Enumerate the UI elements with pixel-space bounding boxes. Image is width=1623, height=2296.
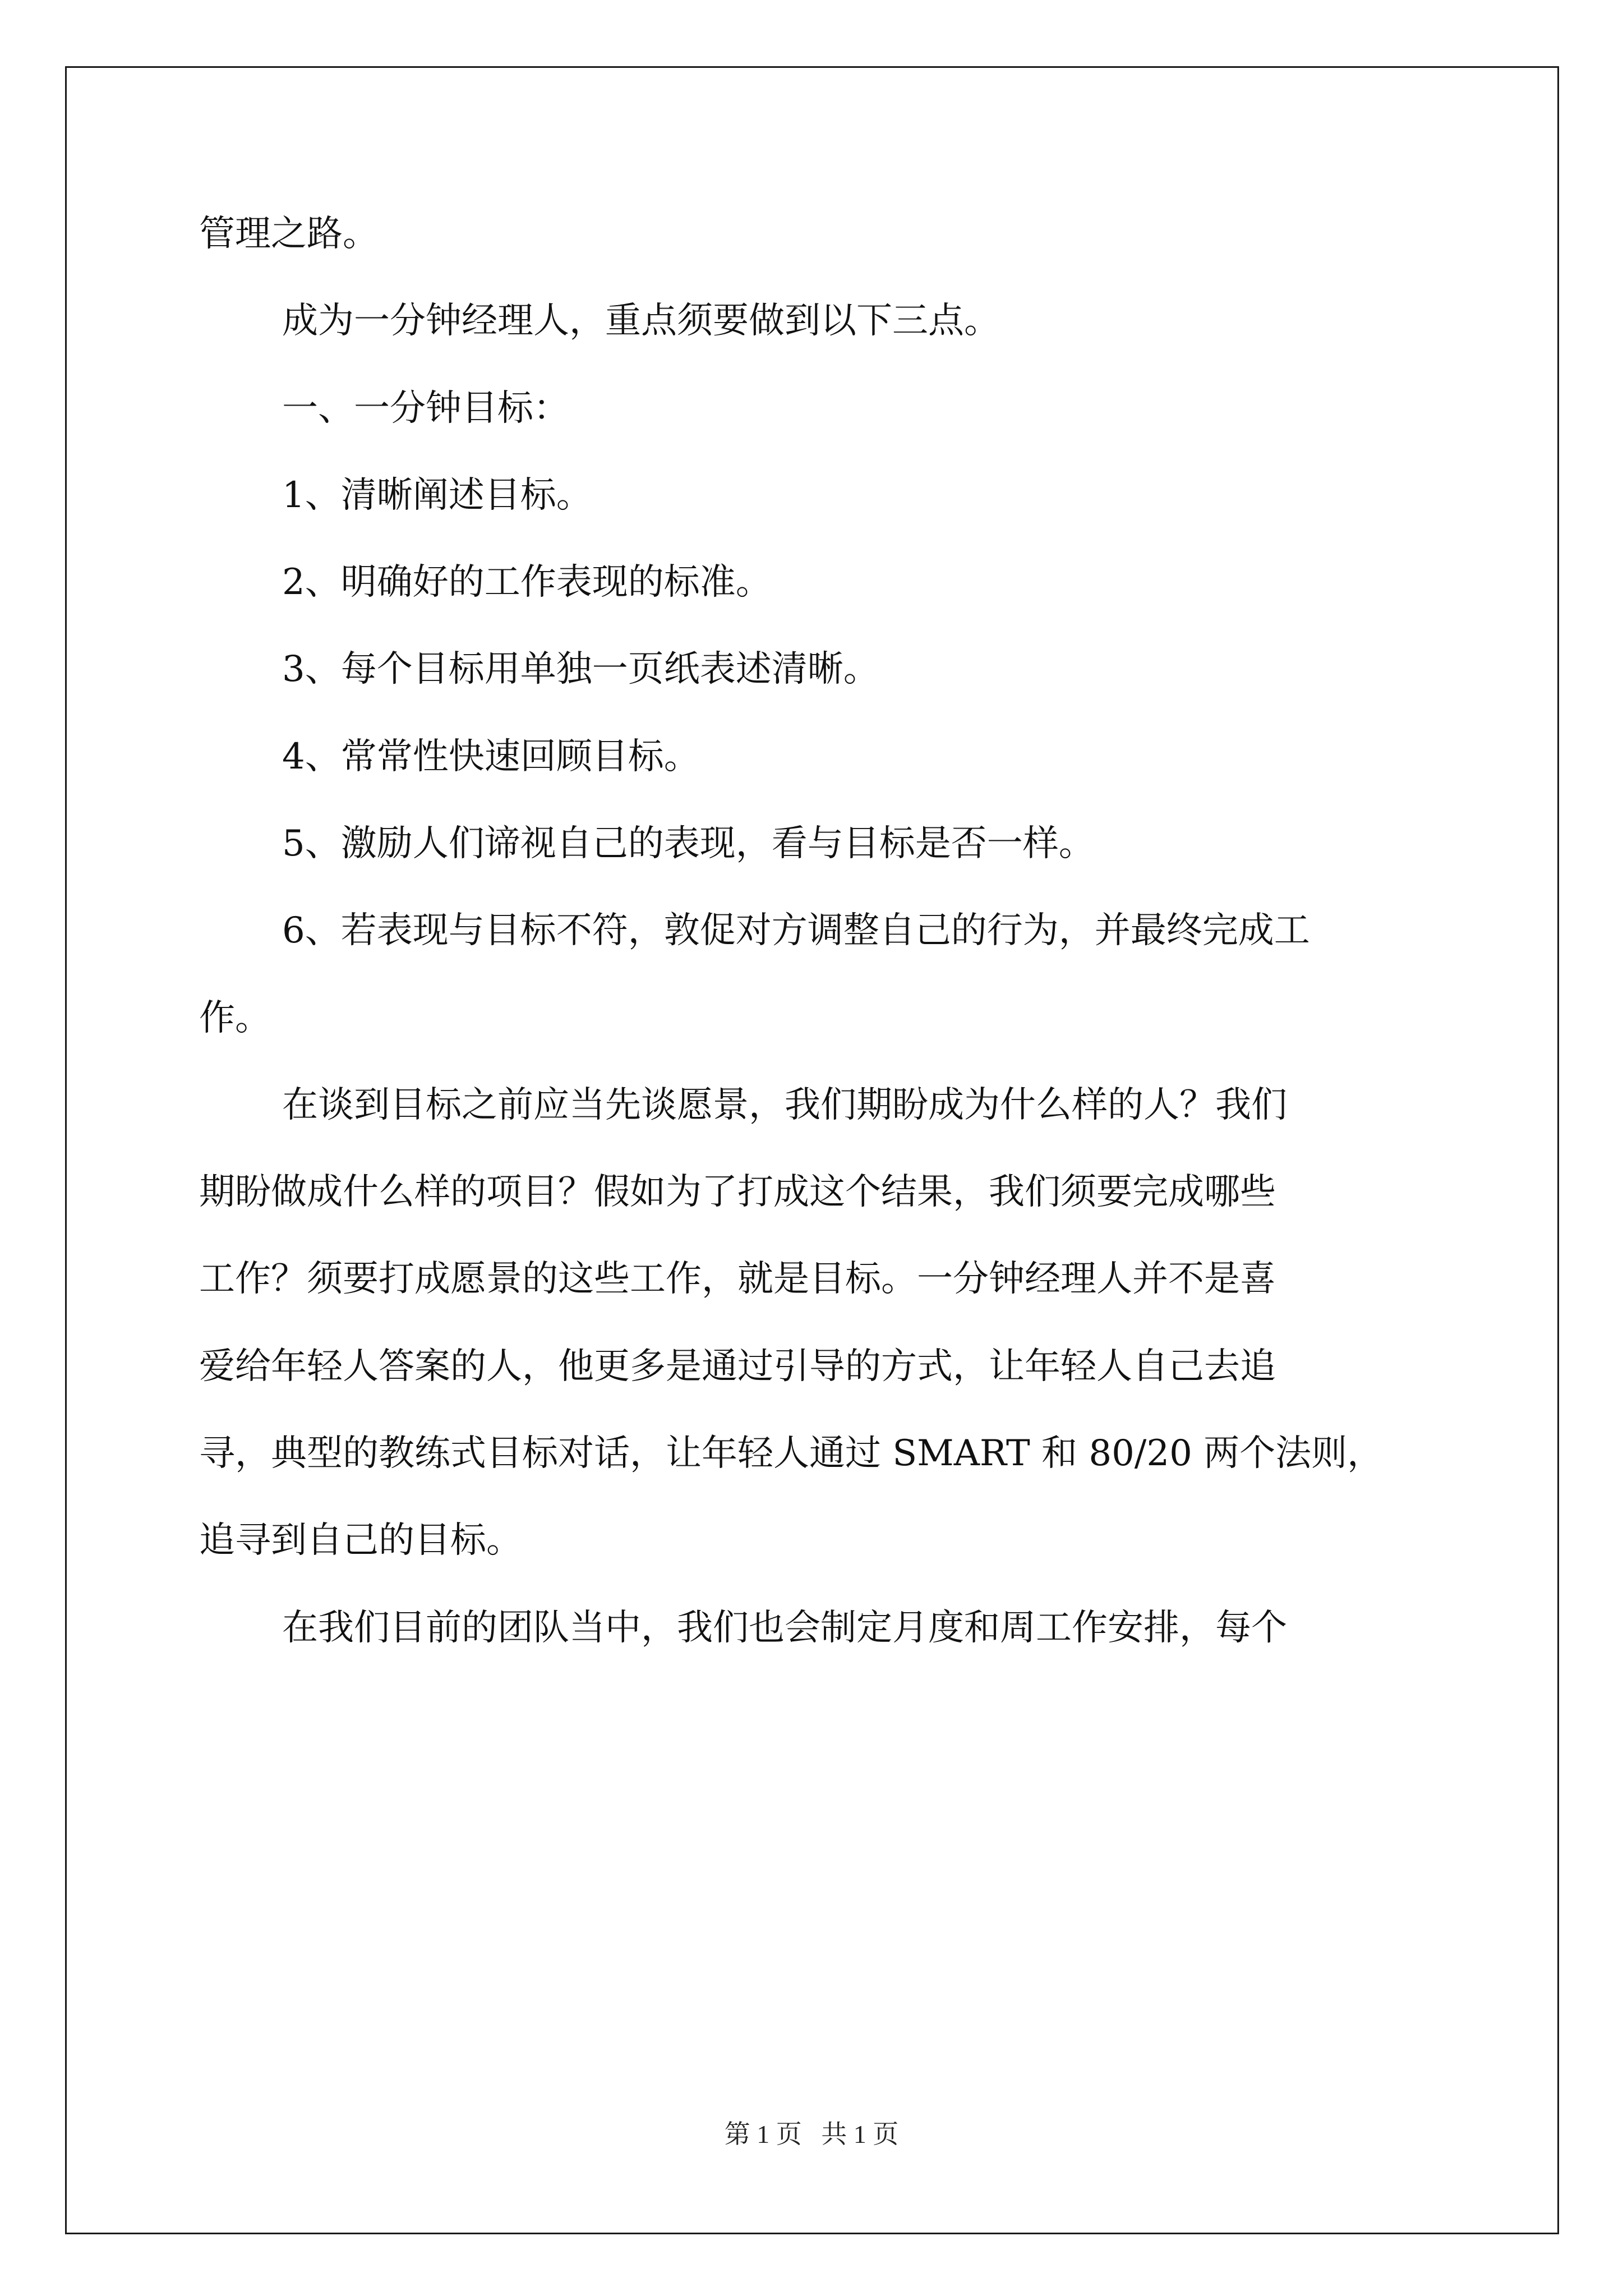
text-line: 爱给年轻人答案的人，他更多是通过引导的方式，让年轻人自己去追 bbox=[199, 1346, 1276, 1387]
text-line: 在我们目前的团队当中，我们也会制定月度和周工作安排，每个 bbox=[282, 1607, 1287, 1649]
text-line: 在谈到目标之前应当先谈愿景，我们期盼成为什么样的人？我们 bbox=[282, 1084, 1287, 1126]
text-line: 管理之路。 bbox=[199, 213, 379, 255]
page-number-footer: 第 1 页 共 1 页 bbox=[724, 2120, 899, 2148]
list-item: 2、明确好的工作表现的标准。 bbox=[282, 562, 772, 603]
text-line: 工作？须要打成愿景的这些工作，就是目标。一分钟经理人并不是喜 bbox=[199, 1258, 1276, 1300]
section-heading: 一、一分钟目标： bbox=[282, 388, 569, 429]
list-item: 6、若表现与目标不符，敦促对方调整自己的行为，并最终完成工 bbox=[282, 910, 1310, 951]
list-item: 4、常常性快速回顾目标。 bbox=[282, 736, 700, 777]
list-item: 3、每个目标用单独一页纸表述清晰。 bbox=[282, 648, 879, 690]
text-line: 期盼做成什么样的项目？假如为了打成这个结果，我们须要完成哪些 bbox=[199, 1171, 1276, 1213]
list-item: 1、清晰阐述目标。 bbox=[282, 475, 592, 516]
list-item: 5、激励人们谛视自己的表现，看与目标是否一样。 bbox=[282, 823, 1095, 864]
text-line: 作。 bbox=[199, 997, 271, 1039]
text-line: 成为一分钟经理人，重点须要做到以下三点。 bbox=[282, 300, 1000, 342]
text-line: 寻，典型的教练式目标对话，让年轻人通过 SMART 和 80/20 两个法则， bbox=[199, 1433, 1384, 1474]
text-line: 追寻到自己的目标。 bbox=[199, 1520, 522, 1561]
